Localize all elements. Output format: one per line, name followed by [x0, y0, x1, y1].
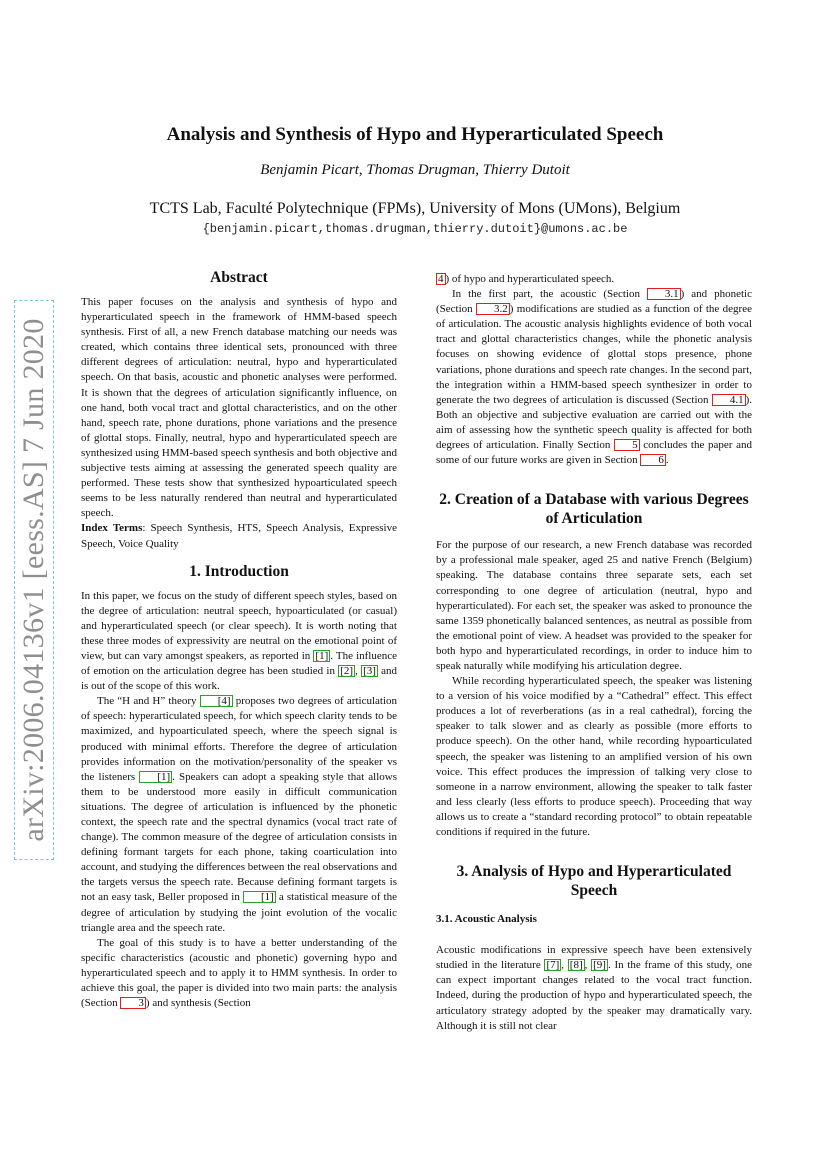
section-link[interactable]: 5 [614, 439, 640, 451]
intro-paragraph-3: The goal of this study is to have a better understanding of the specific characteristics (acoustic and phonetic) governing hypo and hyperarticulated speech and to apply it to HMM synthesis. In order to achieve this goal, the paper is divided into two main parts: the analysis (Section 3 ) and synthesis (Section [81, 936, 397, 1010]
citation-link[interactable]: [3] [363, 665, 376, 678]
section-2-paragraph-2: While recording hyperarticulated speech, the speaker was listening to a version of his voice modified by a “Cathedral” effect. This effect produces a lot of reverberations (as in a real cathedral), forcing the speaker to talk slower and as clearly as possible (more efforts to produce speech). On the other hand, while recording hypoarticulated speech, the speaker was listening to an amplified version of his own voice. This effect produces the impression of talking very close to someone in a narrow environment, allowing the speaker to talk faster and less clearly (less efforts to produce speech). Proceeding that way allows us to create a “standard recording protocol” to obtain repeatable conditions if required in the future. [436, 675, 752, 838]
intro-paragraph-1: In this paper, we focus on the study of different speech styles, based on the degree of articulation: neutral speech, hypoarticulated (or casual) and hyperarticulated speech (or clear speech). It is worth noting that these three modes of expressivity are neutral on the emotional point of view, but can vary amongst speakers, as reported in [1] . The influence of emotion on the articulation degree has been studied in [2] , [3] and is out of the scope of this work. [81, 589, 398, 693]
paper-affiliation: TCTS Lab, Faculté Polytechnique (FPMs), University of Mons (UMons), Belgium [149, 200, 681, 217]
right-column [436, 272, 752, 1034]
subsection-3-1-heading: 3.1. Acoustic Analysis [436, 913, 537, 926]
index-terms [81, 521, 397, 551]
citation-link[interactable]: [2] [340, 665, 354, 678]
arxiv-identifier-stamp [14, 300, 54, 860]
intro-paragraph-3-continued: 4 ) of hypo and hyperarticulated speech. [438, 273, 615, 285]
section-link[interactable]: 4 [438, 273, 444, 285]
abstract-text: This paper focuses on the analysis and synthesis of hypo and hyperarticulated speech in the framework of HMM-based speech synthesis. First of all, a new French database matching our needs was created, which contains three identical sets, pronounced with three different degrees of articulation: neutral, hypo and hyperarticulated speech. On that basis, acoustic and phonetic analyses were performed. It is shown that the degrees of articulation significantly influence, on one hand, both vocal tract and glottal characteristics, and on the other hand, speech rate, phone durations, phone variations and the presence of glottal stops. Finally, neutral, hypo and hyperarticulated speech are synthesized using HMM-based speech synthesis and both objective and subjective tests aiming at assessing the generated speech quality are performed. These tests show that synthesized hypoarticulated speech seems to be less naturally rendered than neutral and hyperarticulated speech. [81, 296, 397, 520]
paper-title: Analysis and Synthesis of Hypo and Hyperarticulated Speech [166, 124, 664, 145]
intro-paragraph-4: In the first part, the acoustic (Section 3.1 ) and phonetic (Section 3.2 ) modifications are studied as a function of the degree of articulation. The acoustic analysis highlights evidence of both vocal tract and glottal characteristics changes, while the phonetic analysis focuses on showing evidence of glottal stops presence, phone variations, phone durations and speech rate changes. In the second part, the integration within a HMM-based speech synthesizer in order to generate the two degrees of articulation is discussed (Section 4.1 ). Both an objective and subjective evaluation are carried out with the aim of assessing how the synthetic speech quality is affected for both degrees of articulation. Finally Section 5 concludes the paper and some of our future works are given in Section 6 . [436, 288, 752, 467]
abstract-heading: Abstract [210, 269, 268, 286]
index-terms-text: : Speech Synthesis, HTS, Speech Analysis, Expressive Speech, Voice Quality [81, 522, 397, 550]
citation-link[interactable]: [9] [593, 959, 606, 972]
section-link[interactable]: 4.1 [712, 394, 746, 406]
section-3-heading: 3. Analysis of Hypo and Hyperarticulated Speech [456, 863, 732, 900]
citation-link[interactable]: [4] [200, 695, 233, 707]
paper-emails: {benjamin.picart,thomas.drugman,thierry.dutoit}@umons.ac.be [202, 222, 628, 236]
citation-link[interactable]: [1] [243, 891, 276, 903]
index-terms-label: Index Terms [81, 522, 143, 535]
section-link[interactable]: 3 [120, 997, 146, 1009]
paper-authors: Benjamin Picart, Thomas Drugman, Thierry Dutoit [260, 162, 570, 178]
section-3-paragraph-1: Acoustic modifications in expressive speech have been extensively studied in the literature [7] , [8] , [9] . In the frame of this study, one can expect important changes related to the vocal tract function. Indeed, during the production of hypo and hyperarticulated speech, the articulatory strategy adopted by the speaker may dramatically vary. Although it is still not clear [436, 944, 753, 1032]
citation-link[interactable]: [8] [569, 959, 583, 972]
citation-link[interactable]: [1] [139, 771, 172, 783]
section-2-heading: 2. Creation of a Database with various Degrees of Articulation [439, 491, 749, 528]
left-column [81, 268, 397, 1011]
citation-link[interactable]: [7] [546, 959, 560, 972]
intro-paragraph-2: The “H and H” theory [4] proposes two degrees of articulation of speech: hyperarticulated speech, for which speech clarity tends to be maximized, and hypoarticulated speech, where the speech signal is produced with minimal efforts. Therefore the degree of articulation provides information on the motivation/personality of the speaker vs the listeners [1] . Speakers can adopt a speaking style that allows them to be understood more easily in difficult communication situations. The degree of articulation is influenced by the phonetic context, the speech rate and the spectral dynamics (vocal tract rate of change). The common measure of the degree of articulation consists in defining formant targets for each phone, taking coarticulation into account, and studying the differences between the real observations and the targets versus the speech rate. Because defining formant targets is not an easy task, Beller proposed in [1] a statistical measure of the degree of articulation by studying the joint evolution of the vocalic triangle area and the speech rate. [81, 695, 397, 934]
intro-heading: 1. Introduction [189, 562, 289, 580]
arxiv-identifier: arXiv:2006.04136v1 [eess.AS] 7 Jun 2020 [17, 318, 50, 842]
section-2-paragraph-1: For the purpose of our research, a new French database was recorded by a professional male speaker, aged 25 and native French (Belgium) speaking. The database contains three separate sets, each set corresponding to one degree of articulation (neutral, hypo and hyperarticulated). For each set, the speaker was asked to pronounce the same 1359 phonetically balanced sentences, as neutral as possible from the emotional point of view. A headset was provided to the speaker for both hypo and hyperarticulated recordings, in order to induce him to speak naturally while modifying his articulation degree. [436, 539, 752, 672]
citation-link[interactable]: [1] [315, 649, 329, 662]
section-link[interactable]: 6 [640, 454, 666, 466]
section-link[interactable]: 3.2 [476, 303, 510, 315]
section-link[interactable]: 3.1 [647, 288, 681, 300]
